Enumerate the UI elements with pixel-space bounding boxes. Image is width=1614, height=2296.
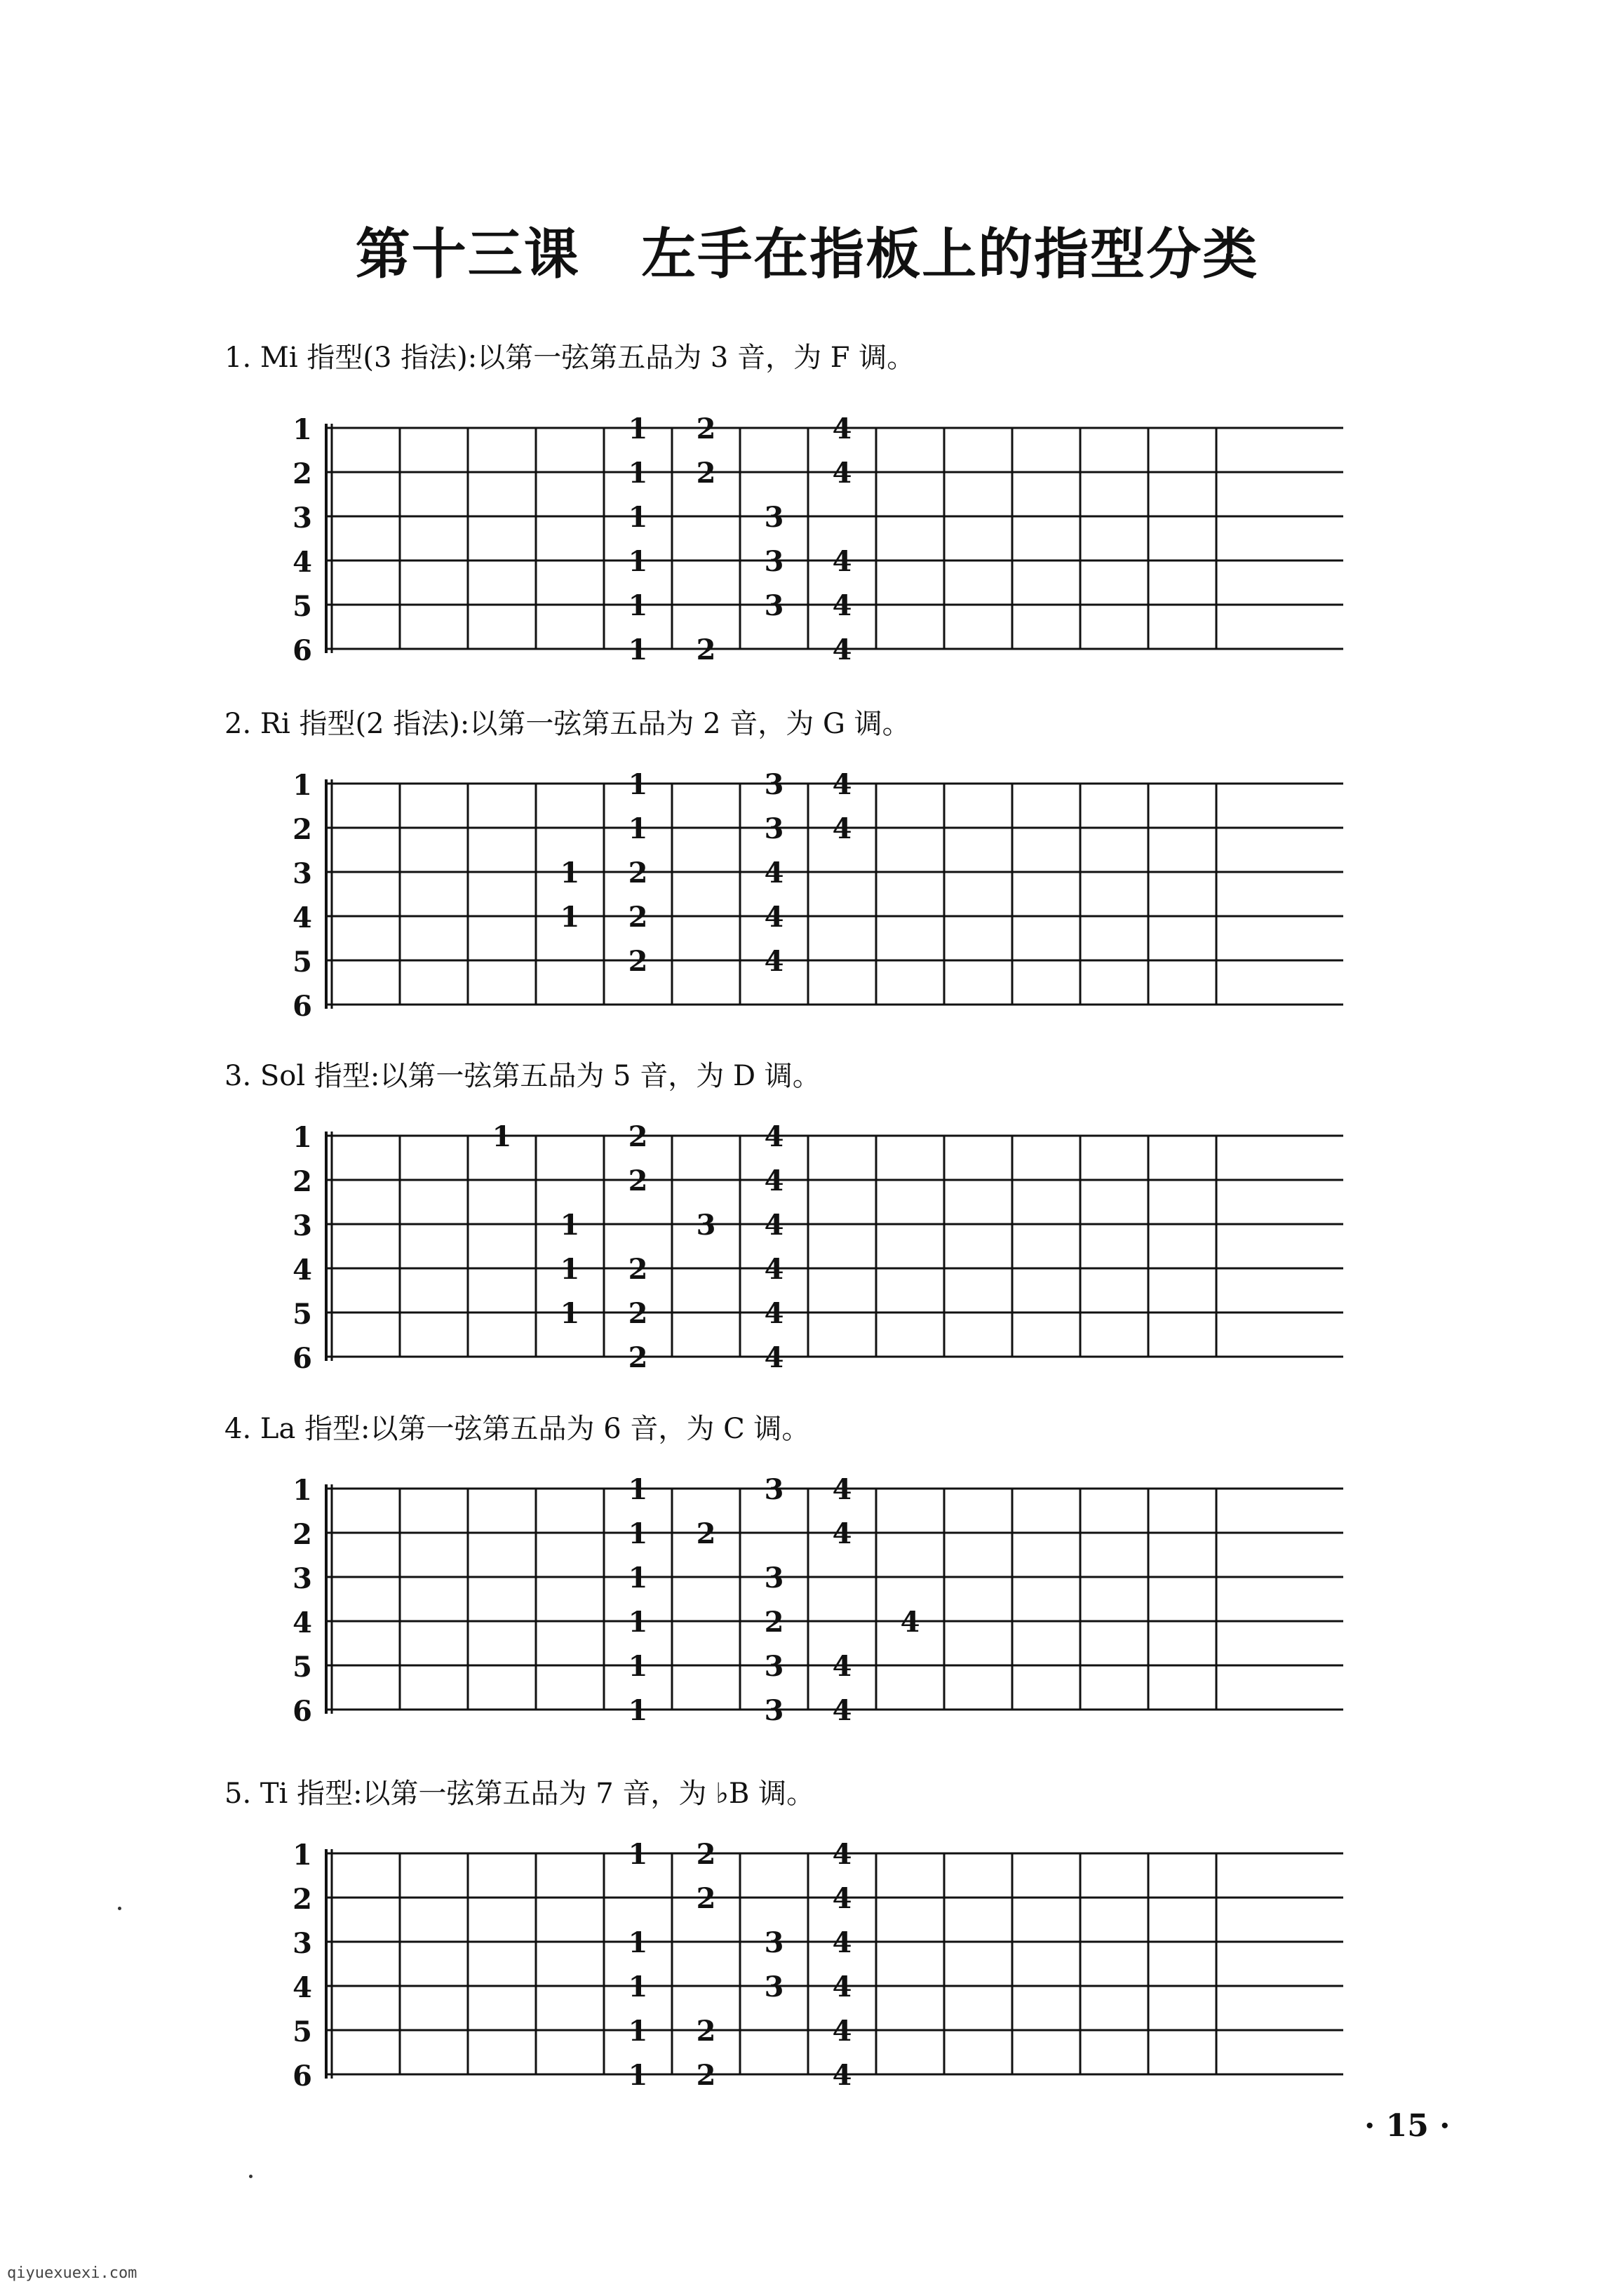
- finger-number: 1: [628, 589, 648, 622]
- finger-number: 1: [628, 1606, 648, 1639]
- string-number-label: 2: [292, 457, 312, 490]
- finger-number: 3: [764, 589, 784, 622]
- finger-number: 1: [628, 457, 648, 490]
- string-number-label: 3: [292, 1927, 312, 1960]
- fretboard-diagram-sol: [277, 1120, 1364, 1373]
- finger-number: 4: [764, 1209, 784, 1242]
- string-number-label: 3: [292, 502, 312, 535]
- finger-number: 2: [696, 2015, 716, 2048]
- fretboard-svg: [277, 1120, 1364, 1373]
- finger-number: 2: [628, 1253, 648, 1286]
- string-number-label: 1: [292, 1474, 312, 1507]
- string-number-label: 1: [292, 769, 312, 802]
- string-number-label: 6: [292, 634, 312, 667]
- fretboard-diagram-ri: [277, 768, 1364, 1021]
- finger-number: 1: [628, 501, 648, 534]
- finger-number: 3: [764, 1650, 784, 1683]
- finger-number: 1: [628, 1517, 648, 1550]
- finger-number: 2: [696, 1882, 716, 1915]
- fretboard-diagram-la: [277, 1473, 1364, 1726]
- finger-number: 1: [628, 768, 648, 801]
- string-number-label: 6: [292, 2060, 312, 2093]
- finger-number: 4: [832, 545, 852, 578]
- finger-number: 4: [764, 1164, 784, 1197]
- finger-number: 4: [764, 1341, 784, 1374]
- finger-number: 4: [832, 633, 852, 666]
- finger-number: 4: [832, 2059, 852, 2092]
- finger-number: 4: [832, 1971, 852, 2003]
- finger-number: 1: [560, 857, 580, 889]
- finger-number: 1: [628, 1650, 648, 1683]
- finger-number: 3: [764, 1562, 784, 1595]
- finger-number: 2: [696, 2059, 716, 2092]
- finger-number: 4: [832, 1473, 852, 1506]
- finger-number: 2: [764, 1606, 784, 1639]
- finger-number: 3: [696, 1209, 716, 1242]
- string-number-label: 2: [292, 1518, 312, 1551]
- fretboard-svg: [277, 1838, 1364, 2093]
- page-number: · 15 ·: [1364, 2108, 1451, 2144]
- fretboard-svg: [277, 768, 1364, 1021]
- finger-number: 4: [832, 1882, 852, 1915]
- finger-number: 2: [696, 412, 716, 445]
- finger-number: 4: [832, 457, 852, 490]
- finger-number: 1: [628, 2015, 648, 2048]
- finger-number: 1: [492, 1120, 512, 1153]
- finger-number: 2: [628, 1120, 648, 1153]
- finger-number: 1: [628, 1694, 648, 1727]
- fretboard-svg: [277, 1473, 1364, 1726]
- finger-number: 1: [628, 1926, 648, 1959]
- finger-number: 3: [764, 768, 784, 801]
- finger-number: 4: [764, 945, 784, 978]
- print-speck: [249, 2175, 253, 2178]
- string-number-label: 5: [292, 1298, 312, 1331]
- finger-number: 4: [832, 1694, 852, 1727]
- finger-number: 4: [832, 589, 852, 622]
- finger-number: 3: [764, 1971, 784, 2003]
- string-number-label: 6: [292, 1695, 312, 1728]
- section-heading-mi: 1. Mi 指型(3 指法):以第一弦第五品为 3 音，为 F 调。: [224, 342, 915, 374]
- section-heading-sol: 3. Sol 指型:以第一弦第五品为 5 音，为 D 调。: [224, 1060, 821, 1092]
- section-heading-ti: 5. Ti 指型:以第一弦第五品为 7 音，为 ♭B 调。: [224, 1778, 815, 1810]
- finger-number: 1: [628, 545, 648, 578]
- string-number-label: 3: [292, 1209, 312, 1242]
- string-number-label: 3: [292, 1562, 312, 1595]
- page-title: 第十三课 左手在指板上的指型分类: [355, 223, 1259, 286]
- finger-number: 2: [628, 1164, 648, 1197]
- finger-number: 4: [832, 1650, 852, 1683]
- finger-number: 4: [764, 857, 784, 889]
- finger-number: 3: [764, 1473, 784, 1506]
- string-number-label: 5: [292, 590, 312, 623]
- finger-number: 2: [628, 945, 648, 978]
- finger-number: 1: [628, 812, 648, 845]
- site-watermark: qiyuexuexi.com: [7, 2264, 137, 2282]
- string-number-label: 6: [292, 990, 312, 1023]
- finger-number: 4: [764, 1297, 784, 1330]
- finger-number: 3: [764, 545, 784, 578]
- finger-number: 1: [628, 1838, 648, 1871]
- string-number-label: 4: [292, 1971, 312, 2004]
- string-number-label: 5: [292, 946, 312, 979]
- finger-number: 4: [832, 768, 852, 801]
- string-number-label: 5: [292, 1651, 312, 1684]
- finger-number: 1: [628, 633, 648, 666]
- finger-number: 4: [764, 1120, 784, 1153]
- string-number-label: 4: [292, 1606, 312, 1639]
- finger-number: 4: [764, 1253, 784, 1286]
- string-number-label: 3: [292, 857, 312, 890]
- finger-number: 4: [832, 1517, 852, 1550]
- finger-number: 1: [628, 1971, 648, 2003]
- finger-number: 4: [832, 1926, 852, 1959]
- string-number-label: 1: [292, 1839, 312, 1872]
- string-number-label: 2: [292, 1883, 312, 1916]
- finger-number: 4: [900, 1606, 920, 1639]
- fretboard-diagram-mi: [277, 412, 1364, 665]
- finger-number: 1: [628, 2059, 648, 2092]
- finger-number: 2: [628, 857, 648, 889]
- finger-number: 2: [696, 1838, 716, 1871]
- string-number-label: 4: [292, 901, 312, 934]
- string-number-label: 1: [292, 1121, 312, 1154]
- finger-number: 4: [832, 812, 852, 845]
- finger-number: 2: [628, 1341, 648, 1374]
- print-speck: [118, 1907, 121, 1910]
- string-number-label: 4: [292, 546, 312, 579]
- section-heading-ri: 2. Ri 指型(2 指法):以第一弦第五品为 2 音，为 G 调。: [224, 708, 910, 740]
- finger-number: 1: [560, 901, 580, 934]
- finger-number: 2: [696, 457, 716, 490]
- fretboard-diagram-ti: [277, 1838, 1364, 2093]
- string-number-label: 2: [292, 813, 312, 846]
- finger-number: 1: [628, 412, 648, 445]
- finger-number: 3: [764, 1694, 784, 1727]
- finger-number: 4: [832, 1838, 852, 1871]
- finger-number: 4: [764, 901, 784, 934]
- finger-number: 4: [832, 2015, 852, 2048]
- string-number-label: 5: [292, 2015, 312, 2048]
- finger-number: 2: [696, 633, 716, 666]
- finger-number: 1: [560, 1209, 580, 1242]
- finger-number: 1: [560, 1253, 580, 1286]
- string-number-label: 6: [292, 1342, 312, 1375]
- finger-number: 2: [696, 1517, 716, 1550]
- finger-number: 1: [628, 1473, 648, 1506]
- string-number-label: 1: [292, 413, 312, 446]
- finger-number: 2: [628, 1297, 648, 1330]
- section-heading-la: 4. La 指型:以第一弦第五品为 6 音，为 C 调。: [224, 1413, 810, 1445]
- finger-number: 1: [628, 1562, 648, 1595]
- finger-number: 1: [560, 1297, 580, 1330]
- finger-number: 3: [764, 501, 784, 534]
- finger-number: 2: [628, 901, 648, 934]
- fretboard-svg: [277, 412, 1364, 665]
- string-number-label: 2: [292, 1165, 312, 1198]
- string-number-label: 4: [292, 1254, 312, 1287]
- finger-number: 3: [764, 812, 784, 845]
- finger-number: 4: [832, 412, 852, 445]
- finger-number: 3: [764, 1926, 784, 1959]
